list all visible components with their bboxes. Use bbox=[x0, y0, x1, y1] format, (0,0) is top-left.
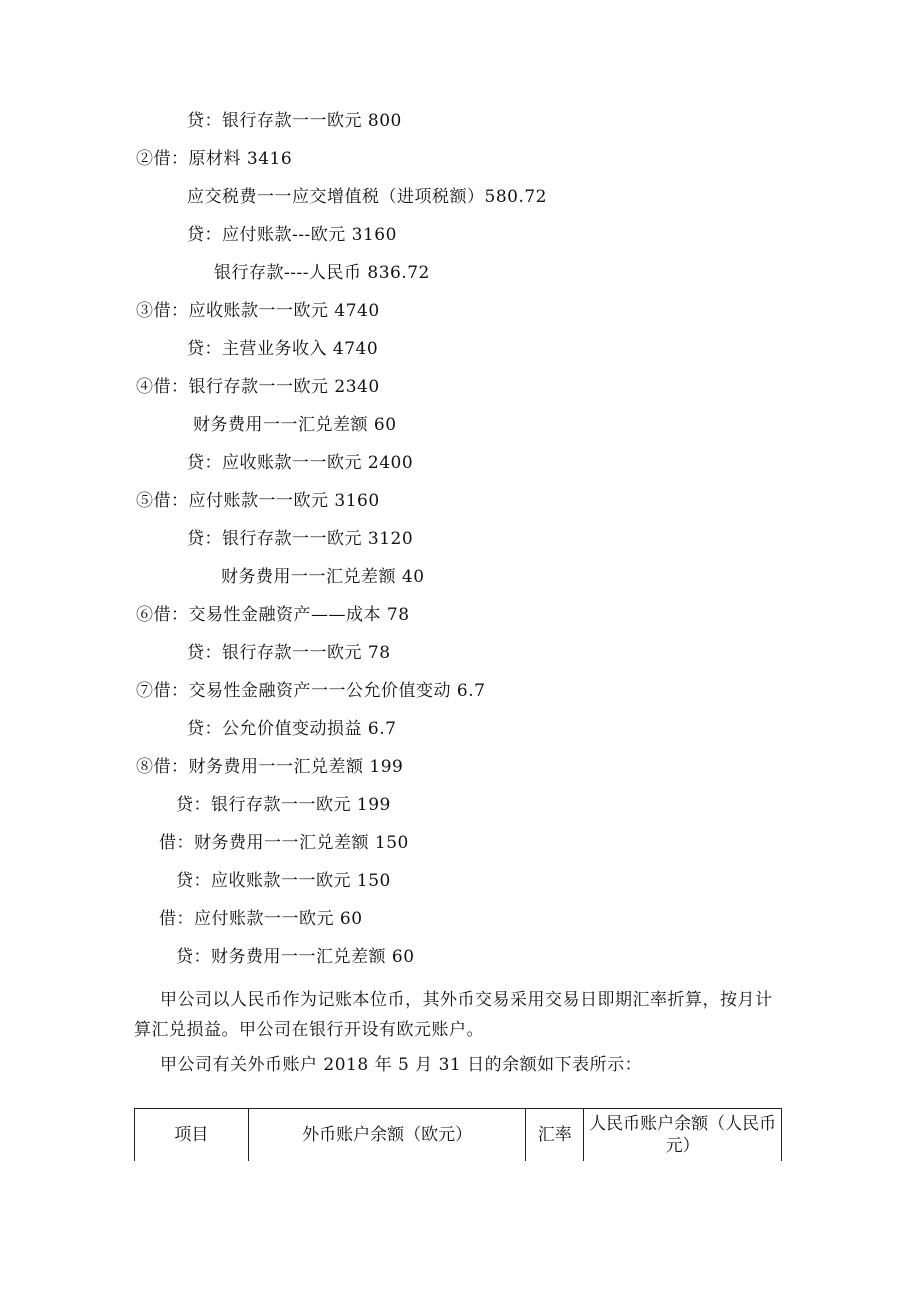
journal-entry-line: ⑧借：财务费用一一汇兑差额 199 bbox=[136, 757, 404, 777]
journal-entry-line: ③借：应收账款一一欧元 4740 bbox=[136, 301, 380, 321]
journal-entry-line: 贷：应付账款---欧元 3160 bbox=[187, 225, 397, 245]
journal-entry-line: 贷：银行存款一一欧元 199 bbox=[176, 795, 391, 815]
balance-table bbox=[134, 1108, 782, 1161]
journal-entry-line: 贷：应收账款一一欧元 2400 bbox=[187, 453, 414, 473]
table-header-cell: 人民币账户余额（人民币元） bbox=[584, 1109, 782, 1162]
journal-entry-line: ⑥借：交易性金融资产——成本 78 bbox=[136, 605, 410, 625]
journal-entry-line: 贷：银行存款一一欧元 3120 bbox=[187, 529, 414, 549]
body-paragraph: 甲公司以人民币作为记账本位币，其外币交易采用交易日即期汇率折算，按月计算汇兑损益。甲公司在银行开设有欧元账户。 bbox=[134, 990, 773, 1040]
journal-entry-line: ⑤借：应付账款一一欧元 3160 bbox=[136, 491, 380, 511]
journal-entry-line: 贷：应收账款一一欧元 150 bbox=[176, 871, 391, 891]
journal-entry-line: 贷：银行存款一一欧元 800 bbox=[187, 111, 402, 131]
journal-entry-line: 财务费用一一汇兑差额 40 bbox=[221, 567, 425, 587]
journal-entry-line: 借：财务费用一一汇兑差额 150 bbox=[159, 833, 409, 853]
body-paragraph: 甲公司有关外币账户 2018 年 5 月 31 日的余额如下表所示： bbox=[160, 1055, 643, 1075]
journal-entry-line: ④借：银行存款一一欧元 2340 bbox=[136, 377, 380, 397]
table-header-cell: 项目 bbox=[135, 1109, 249, 1162]
journal-entry-line: 财务费用一一汇兑差额 60 bbox=[193, 415, 397, 435]
journal-entry-line: ⑦借：交易性金融资产一一公允价值变动 6.7 bbox=[136, 681, 486, 701]
journal-entry-line: 贷：银行存款一一欧元 78 bbox=[187, 643, 391, 663]
table-header-cell: 汇率 bbox=[526, 1109, 584, 1162]
journal-entry-line: 贷：财务费用一一汇兑差额 60 bbox=[176, 947, 415, 967]
table-header-row bbox=[135, 1109, 782, 1162]
journal-entry-line: 借：应付账款一一欧元 60 bbox=[159, 909, 363, 929]
journal-entry-line: 贷：公允价值变动损益 6.7 bbox=[187, 719, 397, 739]
journal-entry-line: ②借：原材料 3416 bbox=[136, 149, 293, 169]
journal-entry-line: 银行存款----人民币 836.72 bbox=[214, 263, 430, 283]
journal-entry-line: 应交税费一一应交增值税（进项税额）580.72 bbox=[187, 187, 547, 207]
journal-entry-line: 贷：主营业务收入 4740 bbox=[187, 339, 379, 359]
table-header-cell: 外币账户余额（欧元） bbox=[248, 1109, 526, 1162]
